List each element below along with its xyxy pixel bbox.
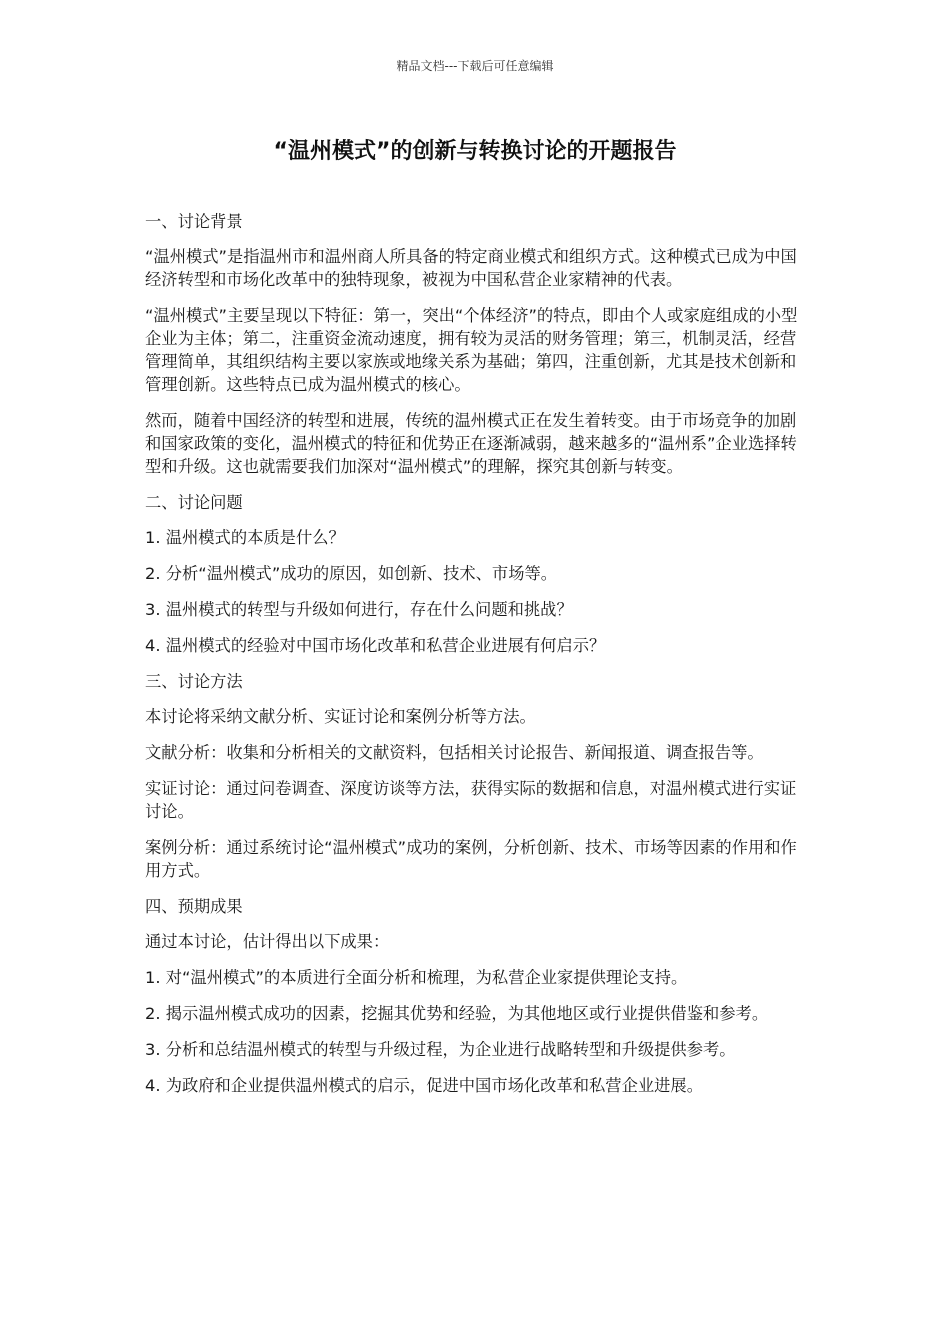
paragraph: 实证讨论：通过问卷调查、深度访谈等方法，获得实际的数据和信息，对温州模式进行实证讨论。 [145,779,797,821]
paragraph: 文献分析：收集和分析相关的文献资料，包括相关讨论报告、新闻报道、调查报告等。 [145,743,764,762]
paragraph: 案例分析：通过系统讨论“温州模式”成功的案例，分析创新、技术、市场等因素的作用和作用方式。 [145,838,797,880]
document-body [145,210,810,1110]
paragraph: “温州模式”主要呈现以下特征：第一，突出“个体经济”的特点，即由个人或家庭组成的小型企业为主体；第二，注重资金流动速度，拥有较为灵活的财务管理；第三，机制灵活，经营管理简单，其组织结构主要以家族或地缘关系为基础；第四，注重创新，尤其是技术创新和管理创新。这些特点已成为温州模式的核心。 [145,306,798,394]
paragraph: 通过本讨论，估计得出以下成果： [145,932,390,951]
list-item: 1. 对“温州模式”的本质进行全面分析和梳理，为私营企业家提供理论支持。 [145,968,688,987]
list-item: 4. 为政府和企业提供温州模式的启示，促进中国市场化改革和私营企业进展。 [145,1076,703,1095]
paragraph: 本讨论将采纳文献分析、实证讨论和案例分析等方法。 [145,707,536,726]
list-item: 1. 温州模式的本质是什么？ [145,528,345,547]
paragraph: 然而，随着中国经济的转型和进展，传统的温州模式正在发生着转变。由于市场竞争的加剧和国家政策的变化，温州模式的特征和优势正在逐渐减弱，越来越多的“温州系”企业选择转型和升级。这也就需要我们加深对“温州模式”的理解，探究其创新与转变。 [145,411,797,476]
section-heading-questions: 二、讨论问题 [145,493,243,512]
document-title: “温州模式”的创新与转换讨论的开题报告 [273,139,677,164]
section-heading-outcomes: 四、预期成果 [145,897,243,916]
list-item: 4. 温州模式的经验对中国市场化改革和私营企业进展有何启示？ [145,636,606,655]
list-item: 2. 揭示温州模式成功的因素，挖掘其优势和经验，为其他地区或行业提供借鉴和参考。 [145,1004,769,1023]
list-item: 2. 分析“温州模式”成功的原因，如创新、技术、市场等。 [145,564,558,583]
section-heading-background: 一、讨论背景 [145,212,243,231]
paragraph: “温州模式”是指温州市和温州商人所具备的特定商业模式和组织方式。这种模式已成为中国经济转型和市场化改革中的独特现象，被视为中国私营企业家精神的代表。 [145,247,797,289]
list-item: 3. 分析和总结温州模式的转型与升级过程，为企业进行战略转型和升级提供参考。 [145,1040,736,1059]
section-heading-methods: 三、讨论方法 [145,672,243,691]
header-watermark: 精品文档---下载后可任意编辑 [396,59,554,73]
list-item: 3. 温州模式的转型与升级如何进行，存在什么问题和挑战？ [145,600,573,619]
